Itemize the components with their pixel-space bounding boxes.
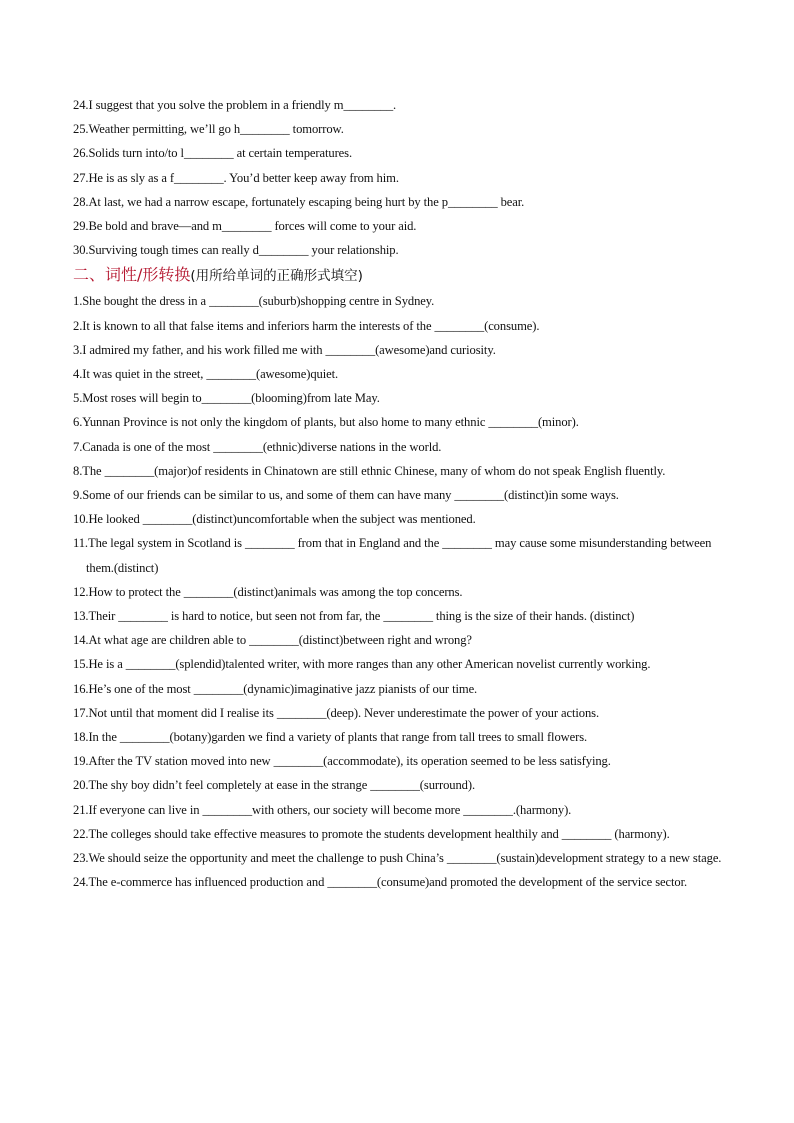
word-form-item-3: 3.I admired my father, and his work filled me with ________(awesome)and curiosity.: [73, 342, 496, 357]
word-form-item-12: 12.How to protect the ________(distinct)animals was among the top concerns.: [73, 584, 463, 599]
word-form-item-11: 11.The legal system in Scotland is ________ from that in England and the ________ may cause some misunderstanding between them.(distinct): [73, 536, 712, 575]
word-form-item-10: 10.He looked ________(distinct)uncomfortable when the subject was mentioned.: [73, 512, 476, 527]
word-form-item-6: 6.Yunnan Province is not only the kingdom of plants, but also home to many ethnic ________(minor).: [73, 415, 579, 430]
word-form-item-17: 17.Not until that moment did I realise its ________(deep). Never underestimate the power of your actions.: [73, 705, 599, 720]
word-form-item-2: 2.It is known to all that false items and inferiors harm the interests of the ________(consume).: [73, 318, 540, 333]
exercise-item-28: 28.At last, we had a narrow escape, fortunately escaping being hurt by the p________ bear.: [73, 194, 525, 209]
word-form-item-22: 22.The colleges should take effective measures to promote the students development healthily and ________ (harmony).: [73, 826, 670, 841]
exercise-content: [73, 93, 723, 895]
exercise-item-25: 25.Weather permitting, we’ll go h________ tomorrow.: [73, 122, 344, 137]
section-instruction: (用所给单词的正确形式填空): [190, 268, 363, 285]
word-form-item-1: 1.She bought the dress in a ________(suburb)shopping centre in Sydney.: [73, 294, 435, 309]
exercise-item-29: 29.Be bold and brave—and m________ forces will come to your aid.: [73, 219, 417, 234]
exercise-item-27: 27.He is as sly as a f________. You’d better keep away from him.: [73, 170, 399, 185]
word-form-item-15: 15.He is a ________(splendid)talented writer, with more ranges than any other American novelist currently working.: [73, 657, 651, 672]
word-form-item-16: 16.He’s one of the most ________(dynamic)imaginative jazz pianists of our time.: [73, 681, 478, 696]
exercise-item-24: 24.I suggest that you solve the problem in a friendly m________.: [73, 98, 397, 112]
word-form-item-14: 14.At what age are children able to ________(distinct)between right and wrong?: [73, 633, 472, 648]
word-form-item-18: 18.In the ________(botany)garden we find a variety of plants that range from tall trees to small flowers.: [73, 730, 588, 745]
word-form-item-19: 19.After the TV station moved into new ________(accommodate), its operation seemed to be less satisfying.: [73, 754, 611, 769]
word-form-item-8: 8.The ________(major)of residents in Chinatown are still ethnic Chinese, many of whom do not speak English fluently.: [73, 463, 666, 478]
word-form-item-5: 5.Most roses will begin to________(blooming)from late May.: [73, 391, 380, 406]
exercise-item-30: 30.Surviving tough times can really d________ your relationship.: [73, 243, 399, 258]
word-form-item-24: 24.The e-commerce has influenced production and ________(consume)and promoted the development of the service sector.: [73, 875, 688, 890]
word-form-item-4: 4.It was quiet in the street, ________(awesome)quiet.: [73, 367, 339, 382]
section-title: 二、词性/形转换: [73, 265, 191, 285]
exercise-item-26: 26.Solids turn into/to l________ at certain temperatures.: [73, 146, 353, 161]
word-form-item-23: 23.We should seize the opportunity and meet the challenge to push China’s ________(sustain)development strategy to a new stage.: [73, 851, 722, 866]
section-heading: [73, 260, 723, 291]
word-form-item-7: 7.Canada is one of the most ________(ethnic)diverse nations in the world.: [73, 439, 442, 454]
word-form-item-13: 13.Their ________ is hard to notice, but seen not from far, the ________ thing is the size of their hands. (distinct): [73, 609, 635, 624]
word-form-item-9: 9.Some of our friends can be similar to us, and some of them can have many ________(distinct)in some ways.: [73, 488, 619, 503]
word-form-item-21: 21.If everyone can live in ________with others, our society will become more ________.(harmony).: [73, 802, 572, 817]
word-form-item-20: 20.The shy boy didn’t feel completely at ease in the strange ________(surround).: [73, 778, 476, 793]
